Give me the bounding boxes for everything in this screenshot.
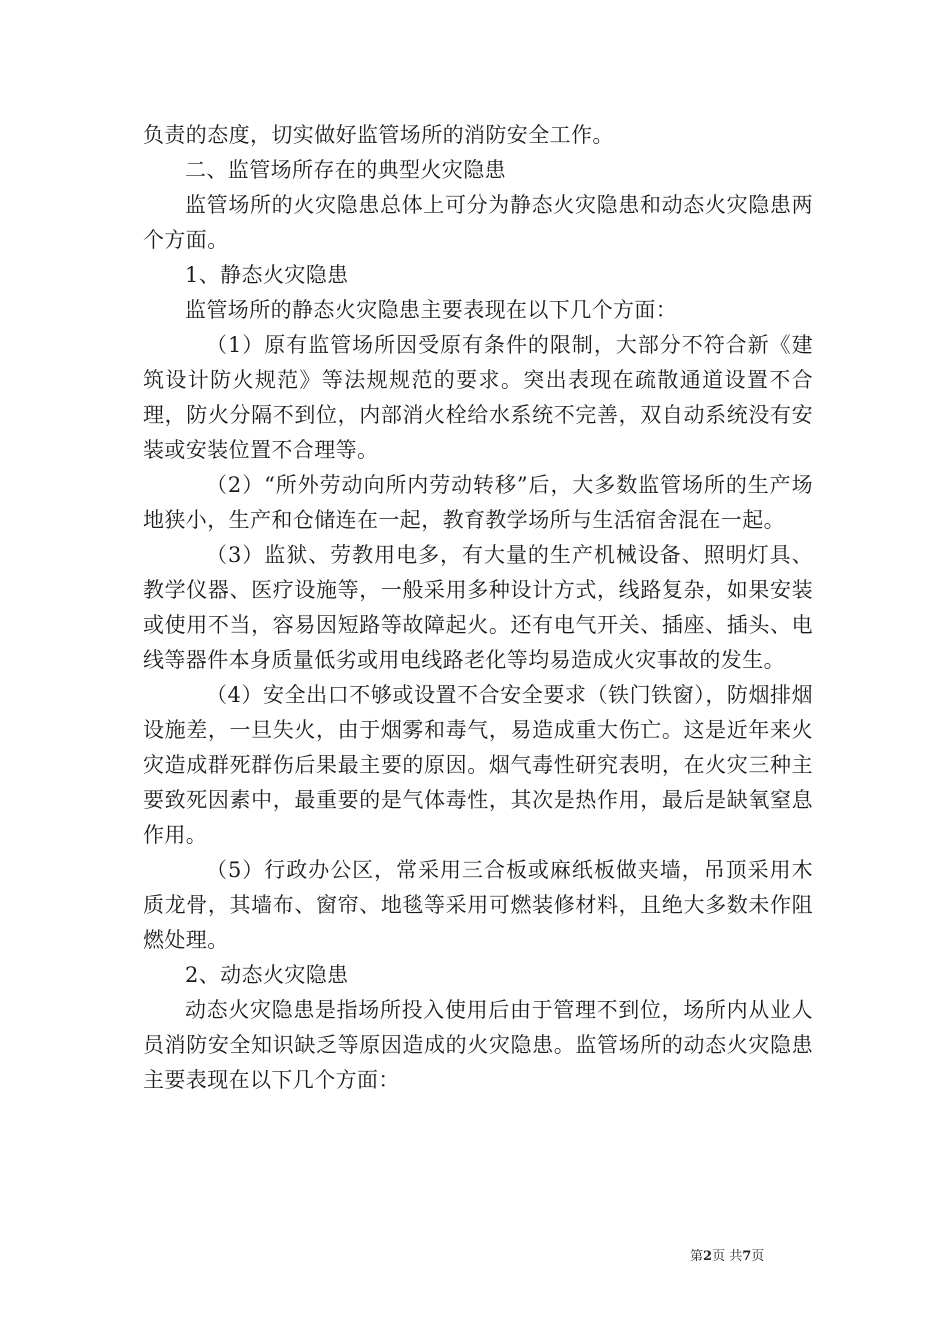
section-heading-typical-hazards: 二、监管场所存在的典型火灾隐患 — [185, 158, 506, 182]
page-number-footer — [690, 1248, 830, 1266]
paragraph-continuation: 负责的态度，切实做好监管场所的消防安全工作。 — [143, 123, 614, 147]
list-item-static-5: （5）行政办公区，常采用三合板或麻纸板做夹墙，吊顶采用木质龙骨，其墙布、窗帘、地毯等采用可燃装修材料，且绝大多数未作阻燃处理。 — [143, 858, 813, 952]
subheading-dynamic-hazards: 2、动态火灾隐患 — [185, 963, 349, 987]
paragraph-dynamic-intro: 动态火灾隐患是指场所投入使用后由于管理不到位，场所内从业人员消防安全知识缺乏等原因造成的火灾隐患。监管场所的动态火灾隐患主要表现在以下几个方面： — [143, 998, 813, 1092]
total-pages-number: 7 — [742, 1249, 752, 1264]
list-item-static-3: （3）监狱、劳教用电多，有大量的生产机械设备、照明灯具、教学仪器、医疗设施等，一般采用多种设计方式，线路复杂，如果安装或使用不当，容易因短路等故障起火。还有电气开关、插座、插头、电线等器件本身质量低劣或用电线路老化等均易造成火灾事故的发生。 — [143, 543, 813, 672]
footer-prefix: 第 — [690, 1249, 704, 1264]
subheading-static-hazards: 1、静态火灾隐患 — [185, 263, 349, 287]
list-item-static-2: （2）“所外劳动向所内劳动转移”后，大多数监管场所的生产场地狭小，生产和仓储连在一起，教育教学场所与生活宿舍混在一起。 — [143, 473, 813, 532]
footer-suffix: 页 — [751, 1249, 765, 1264]
document-body — [143, 118, 813, 1098]
footer-middle: 页 共 — [712, 1249, 743, 1264]
list-item-static-1: （1）原有监管场所因受原有条件的限制，大部分不符合新《建筑设计防火规范》等法规规范的要求。突出表现在疏散通道设置不合理，防火分隔不到位，内部消火栓给水系统不完善，双自动系统没有安装或安装位置不合理等。 — [143, 333, 813, 462]
current-page-number: 2 — [703, 1249, 713, 1264]
paragraph-static-intro: 监管场所的静态火灾隐患主要表现在以下几个方面： — [185, 298, 678, 322]
paragraph-hazard-overview: 监管场所的火灾隐患总体上可分为静态火灾隐患和动态火灾隐患两个方面。 — [143, 193, 813, 252]
list-item-static-4: （4）安全出口不够或设置不合安全要求（铁门铁窗），防烟排烟设施差，一旦失火，由于烟雾和毒气，易造成重大伤亡。这是近年来火灾造成群死群伤后果最主要的原因。烟气毒性研究表明，在火灾三种主要致死因素中，最重要的是气体毒性，其次是热作用，最后是缺氧窒息作用。 — [143, 683, 813, 847]
